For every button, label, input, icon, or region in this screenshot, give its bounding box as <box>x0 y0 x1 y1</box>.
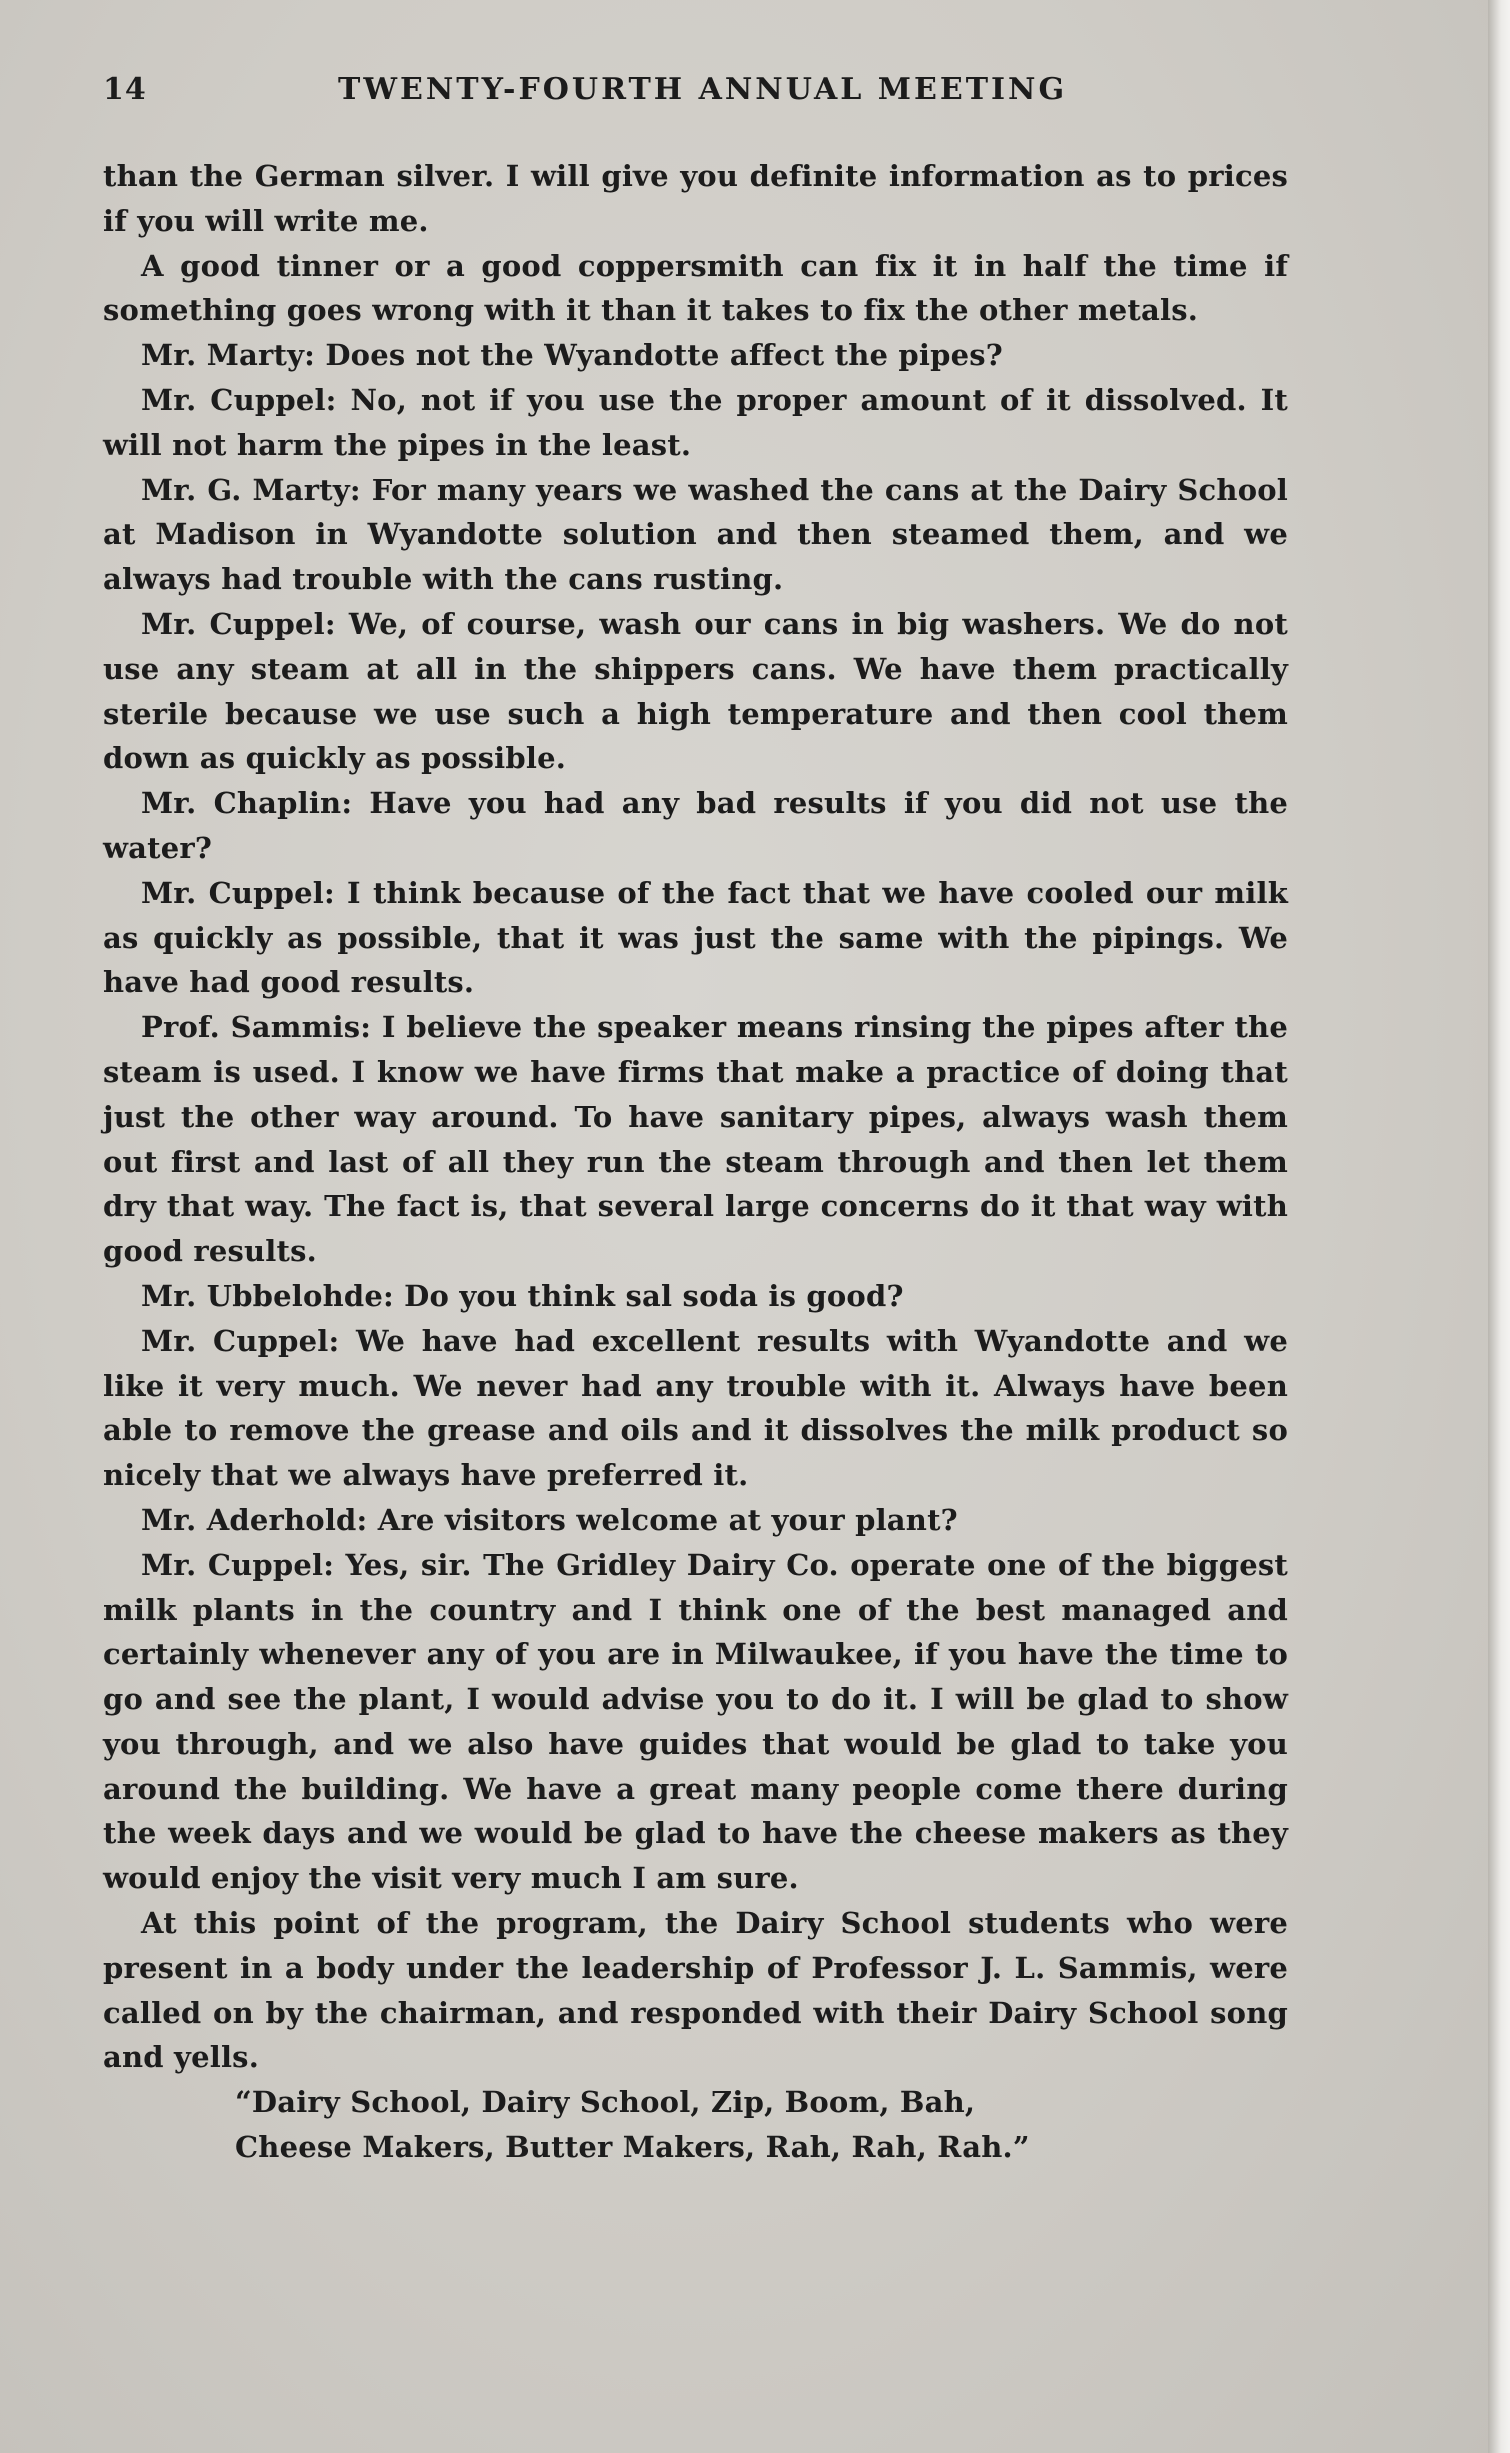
paragraph: A good tinner or a good coppersmith can fix it in half the time if something goes wrong with it than it takes to fix the other metals. <box>103 248 1288 328</box>
paragraph: Mr. Ubbelohde: Do you think sal soda is good? <box>141 1278 904 1313</box>
page-edge <box>1488 0 1510 2453</box>
paragraph: Mr. Cuppel: Yes, sir. The Gridley Dairy Co. operate one of the biggest milk plants in the country and I think one of the best managed and certainly whenever any of you are in Milwaukee, if you have the time to go and see the plant, I would advise you to do it. I will be glad to show you through, and we also have guides that would be glad to take you around the building. We have a great many people come there during the week days and we would be glad to have the cheese makers as they would enjoy the visit very much I am sure. <box>103 1547 1288 1896</box>
paragraph: than the German silver. I will give you definite information as to prices if you will write me. <box>103 159 1288 238</box>
paragraph: Mr. Cuppel: We have had excellent results with Wyandotte and we like it very much. We never had any trouble with it. Always have been able to remove the grease and oils and it dissolves the milk product so nicely that we always have preferred it. <box>103 1323 1288 1493</box>
paragraph: Mr. G. Marty: For many years we washed the cans at the Dairy School at Madison in Wyandotte solution and then steamed them, and we always had trouble with the cans rusting. <box>103 472 1288 597</box>
page-header <box>103 72 1333 116</box>
paragraph: Mr. Cuppel: No, not if you use the proper amount of it dissolved. It will not harm the pipes in the least. <box>103 382 1288 462</box>
paragraph: Mr. Marty: Does not the Wyandotte affect the pipes? <box>141 338 1003 373</box>
body-text <box>103 154 1288 2170</box>
paragraph: Mr. Cuppel: We, of course, wash our cans in big washers. We do not use any steam at all in the shippers cans. We have them practically sterile because we use such a high temperature and then cool them down as quickly as possible. <box>103 606 1288 776</box>
page-number: 14 <box>103 72 147 107</box>
paragraph: Mr. Aderhold: Are visitors welcome at your plant? <box>141 1502 958 1537</box>
paragraph: Mr. Cuppel: I think because of the fact that we have cooled our milk as quickly as possible, that it was just the same with the pipings. We have had good results. <box>103 875 1288 1000</box>
paragraph: At this point of the program, the Dairy School students who were present in a body under the leadership of Professor J. L. Sammis, were called on by the chairman, and responded with their Dairy School song and yells. <box>103 1906 1288 2075</box>
quote-line: Cheese Makers, Butter Makers, Rah, Rah, Rah.” <box>235 2130 1030 2165</box>
paragraph: Mr. Chaplin: Have you had any bad results if you did not use the water? <box>103 786 1288 865</box>
yell-quote <box>103 2080 1288 2170</box>
paragraph: Prof. Sammis: I believe the speaker means rinsing the pipes after the steam is used. I know we have firms that make a practice of doing that just the other way around. To have sanitary pipes, always wash them out first and last of all they run the steam through and then let them dry that way. The fact is, that several large concerns do it that way with good results. <box>103 1010 1288 1269</box>
running-head: TWENTY-FOURTH ANNUAL MEETING <box>338 72 1068 107</box>
quote-line: “Dairy School, Dairy School, Zip, Boom, Bah, <box>235 2085 976 2120</box>
